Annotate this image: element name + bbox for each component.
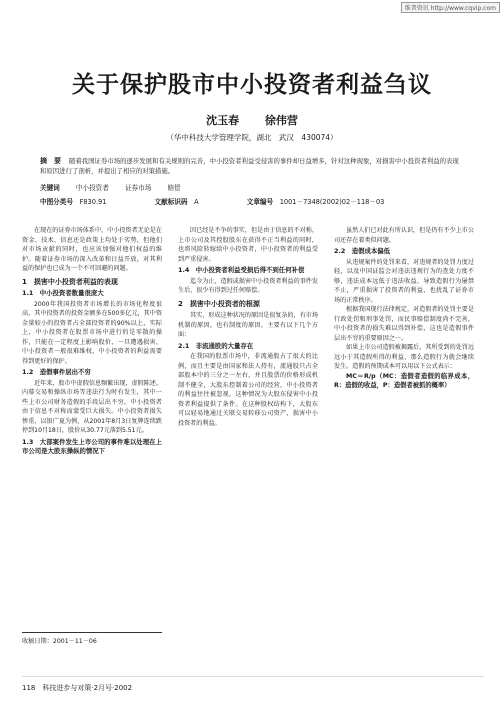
abstract-text: 随着我国证券市场的逐步发展和有关规则的完善，中小投资者利益受侵害的事件却日益增多，针对这种现象，对损害中小投资者利益的表现和原因进行了剖析，并提出了相应的对策措施。 — [40, 157, 459, 175]
received-date: 收稿日期：2001－11－06 — [22, 638, 97, 645]
paragraph: 根据我国现行法律规定，对造假者的处罚主要是行政处罚和刑事处罚，而民事赔偿制度尚不完善，中小投资者的损失难以得到补偿，这也是造假事件层出不穷的重要原因之一。 — [334, 306, 474, 342]
subsection-heading: 1.1 中小投资者数量很庞大 — [22, 289, 104, 297]
subsection-heading: 2.1 非流通股的大量存在 — [178, 341, 254, 350]
keywords — [40, 182, 181, 192]
classification — [40, 196, 428, 206]
art-value: 1001－7348(2002)02－118－03 — [279, 198, 385, 206]
paper-title: 关于保护股市中小投资者利益刍议 — [72, 71, 432, 98]
authors — [0, 112, 504, 128]
keyword: 赔偿 — [167, 184, 181, 192]
section-heading: 1 损害中小投资者利益的表现 — [22, 277, 118, 286]
footnote-rule — [22, 632, 162, 633]
subsection-heading: 2.2 造假成本偏低 — [334, 247, 391, 255]
paragraph: 其实，形成这种状况的原因是很复杂的，有市场机制的原因，也有制度的原因，主要有以下几个方面： — [178, 312, 318, 338]
doc-value: A — [194, 198, 199, 206]
paragraph: 虽然人们已对此有所认识，但是仍有不少上市公司还存在着类似问题。 — [334, 227, 474, 244]
formula: MC＝R/p（MC：造假者造假的临界成本，R：造假的收益，P：造假者被抓的概率） — [334, 372, 474, 389]
author-2: 徐伟营 — [264, 114, 298, 127]
watermark: 维普资讯 http://www.cqvip.com — [401, 2, 500, 13]
column-2 — [178, 226, 318, 428]
clc-label: 中图分类号 — [40, 198, 73, 206]
keywords-label: 关键词 — [40, 184, 60, 192]
paragraph: 在我国的股票市场中，非流通股占了很大的比例，而且主要是由国家和法人持有，流通股只占全部股本中的三分之一左右，并且股票的价格形成机制不健全，大股东控制着公司的经营，中小投资者的利益往往被忽视，这种情况为大股东侵害中小投资者利益提供了条件。在这种股权结构下，大股东可以轻易地通过关联交易转移公司资产，损害中小投资者的利益。 — [178, 353, 318, 427]
paragraph: 迄今为止，造假或损害中小投资者利益的事件发生后，很少有得到过任何赔偿。 — [178, 277, 318, 294]
page-footer: 118 科技进步与对策·2月号·2002 — [22, 684, 133, 692]
art-label: 文章编号 — [246, 198, 274, 206]
author-1: 沈玉春 — [206, 114, 240, 127]
column-1 — [22, 226, 162, 458]
abstract-label: 摘 要 — [40, 157, 61, 165]
paragraph: 因已经是不争的事实，但是由于信息的不对称，上市公司及其控股股东在获得不正当利益的同时，也将风险转嫁给中小投资者，中小投资者的利益受到严重侵害。 — [178, 227, 318, 263]
subsection-heading: 1.3 大部案件发生上市公司的事件难以处理在上市公司是大股东操纵的情况下 — [22, 437, 162, 455]
keyword: 中小投资者 — [75, 184, 109, 192]
affiliation: （华中科技大学管理学院，湖北 武汉 430074） — [166, 133, 338, 142]
abstract — [40, 156, 465, 176]
section-heading: 2 损害中小投资者的根源 — [178, 299, 260, 308]
paragraph: 在现在的证券市场体系中，中小投资者无论是在资金、技术、信息还是政策上均处于劣势，但他们对市场贡献的同时，也应该加强对他们权益的维护。随着证券市场的深入改革和日益开放，对其利益的保护也已成为一个不可回避的问题。 — [22, 227, 162, 272]
column-3 — [334, 226, 474, 391]
doc-label: 文献标识码 — [154, 198, 188, 206]
paragraph: 2000年我国投资者市场增长的市场化程度很高，其中投资者的投资金额多在500多亿元，其中资金量较小的投资者占全部投资者的90%以上，实际上，中小投资者在股票市场中进行的是零散的操作，只能在一定程度上影响股价，一旦遭遇损害，中小投资者一般很难维权，中小投资者的利益需要得到更好的保护。 — [22, 300, 162, 365]
paragraph: 近年来，股市中虚假信息频繁出现，虚假陈述、内幕交易和操纵市场等违法行为时有发生，其中一些上市公司财务造假的手段层出不穷，中小投资者由于信息不对称而蒙受巨大损失。中小投资者损失惨重，以银广夏为例，从2001年8月3日复牌连续跌停到10月18日，股价从30.77元落到5.51元。 — [22, 379, 162, 434]
paragraph: 从违规案件的处罚来看，对违规者的处罚力度过轻，以及中国证监会对违法违规行为的查处力度不够，违法成本远低于违法收益，导致造假行为屡禁不止，严重损害了投资者的利益，也扰乱了证券市场的正常秩序。 — [334, 258, 474, 304]
subsection-heading: 1.2 造假事件层出不穷 — [22, 368, 91, 376]
footer-rule — [22, 676, 484, 677]
keyword: 证券市场 — [124, 184, 152, 192]
clc-value: F830.91 — [79, 198, 107, 206]
subsection-heading: 1.4 中小投资者利益受损后得不到任何补偿 — [178, 266, 305, 274]
paragraph: 如果上市公司造假被揭露后，其所受到的处罚远远小于其造假所得的利益，那么造假行为就会继续发生。造假的预期成本可以用以下公式表示： — [334, 344, 474, 370]
